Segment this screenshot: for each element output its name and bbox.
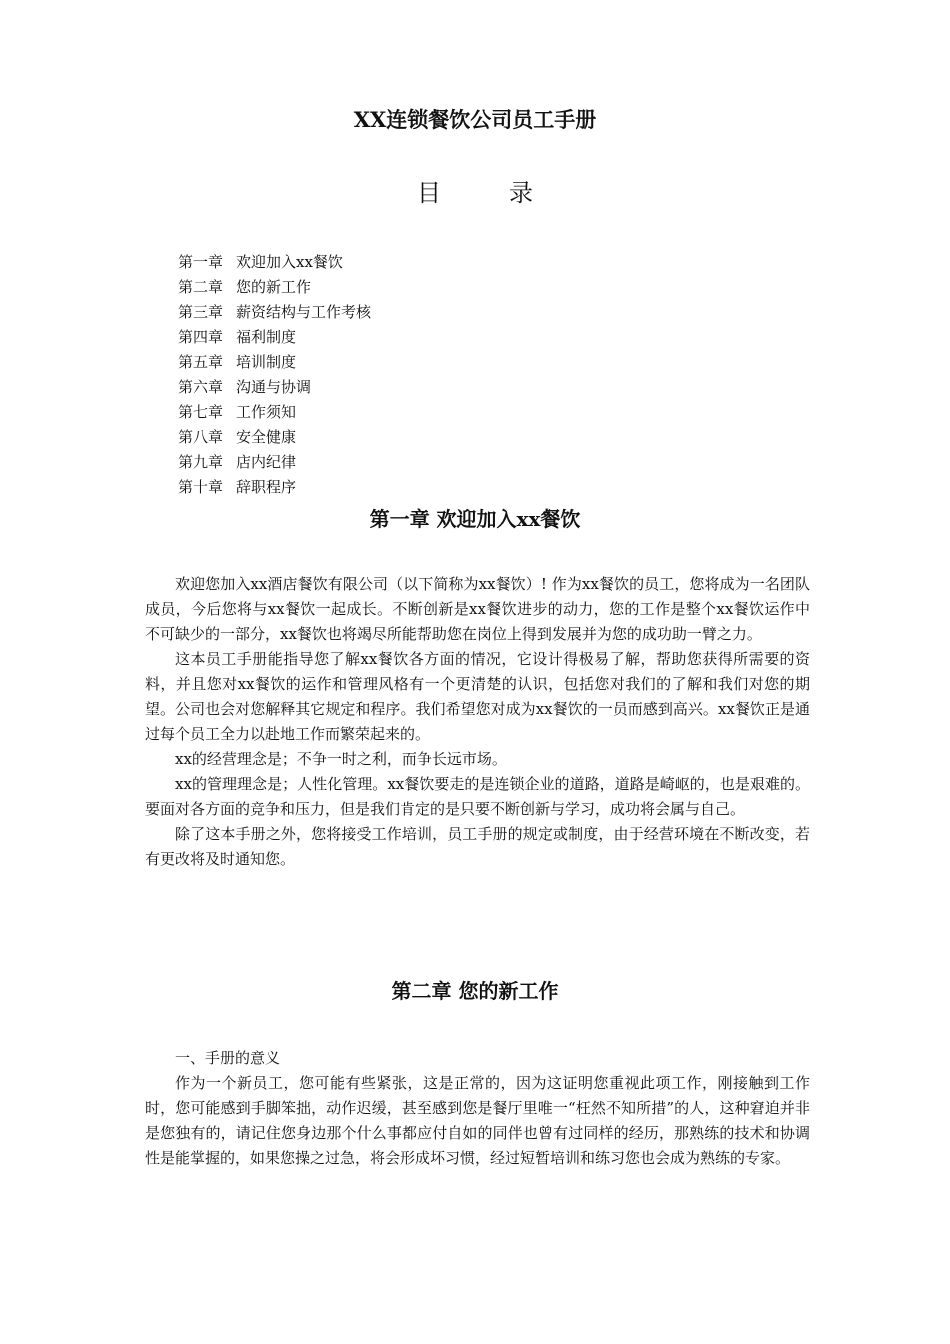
toc-item xyxy=(178,275,371,300)
toc-item-number: 第七章 xyxy=(178,403,224,421)
toc-item-title: 店内纪律 xyxy=(236,453,297,471)
toc-item xyxy=(178,475,371,500)
toc-item-title: 福利制度 xyxy=(236,328,297,346)
toc-item-number: 第五章 xyxy=(178,353,224,371)
toc-item xyxy=(178,450,371,475)
toc-item-title: 工作须知 xyxy=(236,403,297,421)
toc-item-title: 辞职程序 xyxy=(236,478,297,496)
chapter-1-body xyxy=(145,572,810,872)
toc-item-title: 欢迎加入xx餐饮 xyxy=(236,253,343,271)
toc-item xyxy=(178,375,371,400)
toc-item-number: 第二章 xyxy=(178,278,224,296)
paragraph: 作为一个新员工，您可能有些紧张，这是正常的，因为这证明您重视此项工作，刚接触到工作时，您可能感到手脚笨拙，动作迟缓，甚至感到您是餐厅里唯一“枉然不知所措”的人，这种窘迫并非是您独有的，请记住您身边那个什么事都应付自如的同伴也曾有过同样的经历，那熟练的技术和协调性是能掌握的，如果您操之过急，将会形成坏习惯，经过短暂培训和练习您也会成为熟练的专家。 xyxy=(145,1074,810,1167)
toc-heading xyxy=(0,176,950,210)
toc-item xyxy=(178,325,371,350)
toc-item-number: 第六章 xyxy=(178,378,224,396)
toc-item-title: 薪资结构与工作考核 xyxy=(236,303,372,321)
table-of-contents xyxy=(178,250,371,500)
paragraph: 欢迎您加入xx酒店餐饮有限公司（以下简称为xx餐饮）! 作为xx餐饮的员工，您将成为一名团队成员，今后您将与xx餐饮一起成长。不断创新是xx餐饮进步的动力，您的工作是整个xx餐饮运作中不可缺少的一部分，xx餐饮也将竭尽所能帮助您在岗位上得到发展并为您的成功助一臂之力。 xyxy=(145,575,810,643)
toc-item-number: 第三章 xyxy=(178,303,224,321)
paragraph: 这本员工手册能指导您了解xx餐饮各方面的情况，它设计得极易了解，帮助您获得所需要的资料，并且您对xx餐饮的运作和管理风格有一个更清楚的认识，包括您对我们的了解和我们对您的期望。公司也会对您解释其它规定和程序。我们希望您对成为xx餐饮的一员而感到高兴。xx餐饮正是通过每个员工全力以赴地工作而繁荣起来的。 xyxy=(145,650,810,743)
toc-item-title: 您的新工作 xyxy=(236,278,312,296)
paragraph: xx的经营理念是；不争一时之利，而争长远市场。 xyxy=(175,750,507,768)
toc-item-number: 第四章 xyxy=(178,328,224,346)
toc-item-title: 培训制度 xyxy=(236,353,297,371)
section-heading: 一、手册的意义 xyxy=(175,1049,281,1067)
toc-item xyxy=(178,250,371,275)
toc-item-number: 第九章 xyxy=(178,453,224,471)
toc-item-title: 沟通与协调 xyxy=(236,378,312,396)
toc-item-number: 第一章 xyxy=(178,253,224,271)
chapter-2-heading: 第二章 您的新工作 xyxy=(391,979,559,1003)
toc-item xyxy=(178,425,371,450)
toc-heading-left: 目 xyxy=(417,179,441,207)
toc-item xyxy=(178,300,371,325)
paragraph: xx的管理理念是；人性化管理。xx餐饮要走的是连锁企业的道路，道路是崎岖的，也是艰难的。要面对各方面的竞争和压力，但是我们肯定的是只要不断创新与学习，成功将会属与自己。 xyxy=(145,775,810,818)
document-title: XX连锁餐饮公司员工手册 xyxy=(353,107,597,132)
toc-item xyxy=(178,350,371,375)
toc-item-number: 第八章 xyxy=(178,428,224,446)
toc-heading-right: 录 xyxy=(509,179,533,207)
toc-item-title: 安全健康 xyxy=(236,428,297,446)
paragraph: 除了这本手册之外，您将接受工作培训，员工手册的规定或制度，由于经营环境在不断改变，若有更改将及时通知您。 xyxy=(145,825,810,868)
toc-item xyxy=(178,400,371,425)
chapter-2-body xyxy=(145,1046,810,1171)
toc-item-number: 第十章 xyxy=(178,478,224,496)
chapter-1-heading: 第一章 欢迎加入xx餐饮 xyxy=(369,507,581,531)
